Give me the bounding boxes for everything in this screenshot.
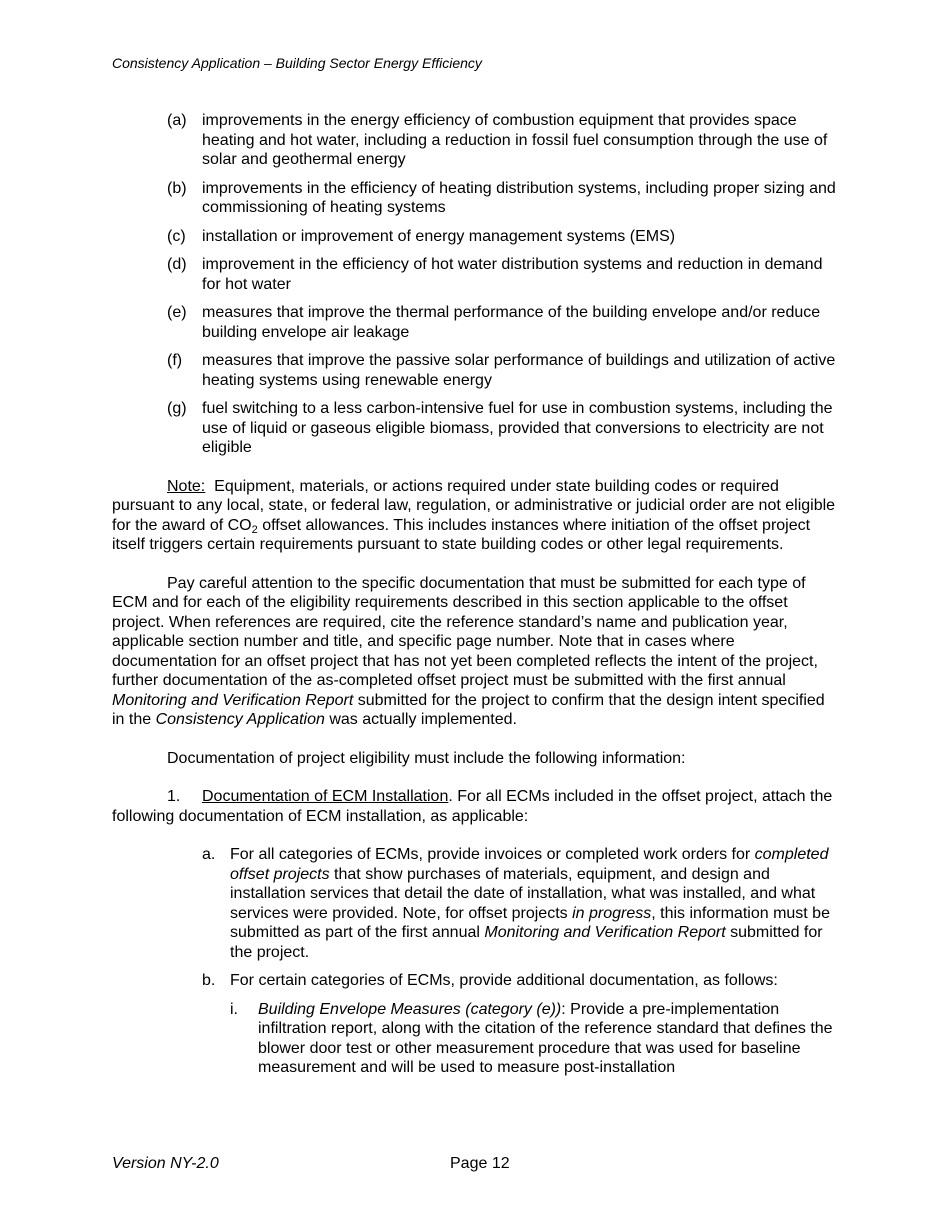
list-item-text: measures that improve the thermal performance of the building envelope and/or reduce building envelope air leakage xyxy=(202,304,821,341)
item-title: Documentation of ECM Installation xyxy=(202,788,449,805)
sub-item-b-i xyxy=(112,1000,840,1078)
ecm-category-list xyxy=(112,111,840,458)
sub-item-text: that show purchases of materials, equipment, and design and installation services that detail the date of installation, what was installed, and what services were provided. Note, for offset projects xyxy=(230,865,816,922)
list-item-label: (g) xyxy=(167,400,187,417)
list-item xyxy=(112,255,840,294)
sub-item-a xyxy=(112,845,840,962)
sub-item-label: a. xyxy=(202,846,216,863)
list-item-text: improvements in the efficiency of heating distribution systems, including proper sizing and commissioning of heating systems xyxy=(202,179,836,216)
list-item xyxy=(112,399,840,458)
item-text: . For all ECMs included in the offset project, attach the following documentation of ECM installation, as applicable: xyxy=(112,788,833,825)
sub-item-text: : Provide a pre-implementation infiltration report, along with the citation of the reference standard that defines the blower door test or other measurement procedure that was used for baseline measurement and will be used to measure post-installation xyxy=(258,1000,833,1076)
list-item xyxy=(112,351,840,390)
paragraph-text: was actually implemented. xyxy=(324,711,517,728)
italic-text: completed offset projects xyxy=(230,846,829,883)
note-label: Note: xyxy=(167,477,206,495)
note-text-cont: offset allowances. This includes instances where initiation of the offset project itself triggers certain requirements pursuant to state building codes or other legal requirements. xyxy=(112,516,811,553)
page-header: Consistency Application – Building Sector Energy Efficiency xyxy=(112,55,482,71)
footer-version: Version NY-2.0 xyxy=(112,1155,219,1172)
list-item-label: (e) xyxy=(167,304,187,321)
sub-item-text: submitted for the project. xyxy=(230,924,823,961)
sub-item-label: i. xyxy=(230,1000,238,1018)
note-text: Equipment, materials, or actions required under state building codes or required pursuant to any local, state, or federal law, regulation, or administrative or judicial order are not eligible for the award of CO xyxy=(112,477,840,534)
paragraph-text: submitted for the project to confirm that the design intent specified in the xyxy=(112,691,825,728)
footer-page-number: Page 12 xyxy=(450,1155,510,1172)
list-item-text: installation or improvement of energy management systems (EMS) xyxy=(202,227,676,245)
item-number: 1. xyxy=(167,788,181,805)
application-title: Consistency Application xyxy=(155,711,325,728)
sub-item-label: b. xyxy=(202,972,216,989)
co2-subscript: 2 xyxy=(251,523,258,536)
list-item-text: improvements in the energy efficiency of combustion equipment that provides space heating and hot water, including a reduction in fossil fuel consumption through the use of solar and geothermal energy xyxy=(202,112,828,168)
list-item-label: (c) xyxy=(167,227,186,245)
list-item-label: (a) xyxy=(167,112,187,129)
page-body xyxy=(112,111,840,1078)
list-item xyxy=(112,303,840,342)
list-item xyxy=(112,111,840,170)
paragraph-text: Pay careful attention to the specific documentation that must be submitted for each type of ECM and for each of the eligibility requirements described in this section applicable to the offset project. When references are required, cite the reference standard’s name and publication year, applicable section number and title, and specific page number. Note that in cases where documentation for an offset project that has not yet been completed reflects the intent of the project, further documentation of the as-completed offset project must be submitted with the first annual xyxy=(112,574,818,689)
sub-item-text: For certain categories of ECMs, provide additional documentation, as follows: xyxy=(230,972,778,989)
list-item-text: measures that improve the passive solar performance of buildings and utilization of active heating systems using renewable energy xyxy=(202,352,836,389)
list-item xyxy=(112,179,840,218)
numbered-item-1 xyxy=(112,787,840,826)
list-item-text: improvement in the efficiency of hot water distribution systems and reduction in demand for hot water xyxy=(202,256,823,293)
note-paragraph xyxy=(112,477,840,555)
intro-text: Documentation of project eligibility must include the following information: xyxy=(167,749,686,767)
italic-text: Monitoring and Verification Report xyxy=(484,924,726,941)
documentation-paragraph xyxy=(112,574,840,730)
eligibility-intro xyxy=(112,749,840,769)
list-item-label: (f) xyxy=(167,352,183,369)
italic-text: in progress xyxy=(572,904,652,922)
sub-item-text: , this information must be submitted as part of the first annual xyxy=(230,904,830,941)
list-item xyxy=(112,227,840,247)
sub-item-b xyxy=(112,971,840,991)
list-item-text: fuel switching to a less carbon-intensive fuel for use in combustion systems, including the use of liquid or gaseous eligible biomass, provided that conversions to electricity are not eligible xyxy=(202,400,833,456)
sub-item-text: For all categories of ECMs, provide invoices or completed work orders for xyxy=(230,846,755,863)
list-item-label: (b) xyxy=(167,179,187,197)
italic-text: Building Envelope Measures (category (e)) xyxy=(258,1000,562,1018)
list-item-label: (d) xyxy=(167,256,187,273)
report-title: Monitoring and Verification Report xyxy=(112,691,354,709)
